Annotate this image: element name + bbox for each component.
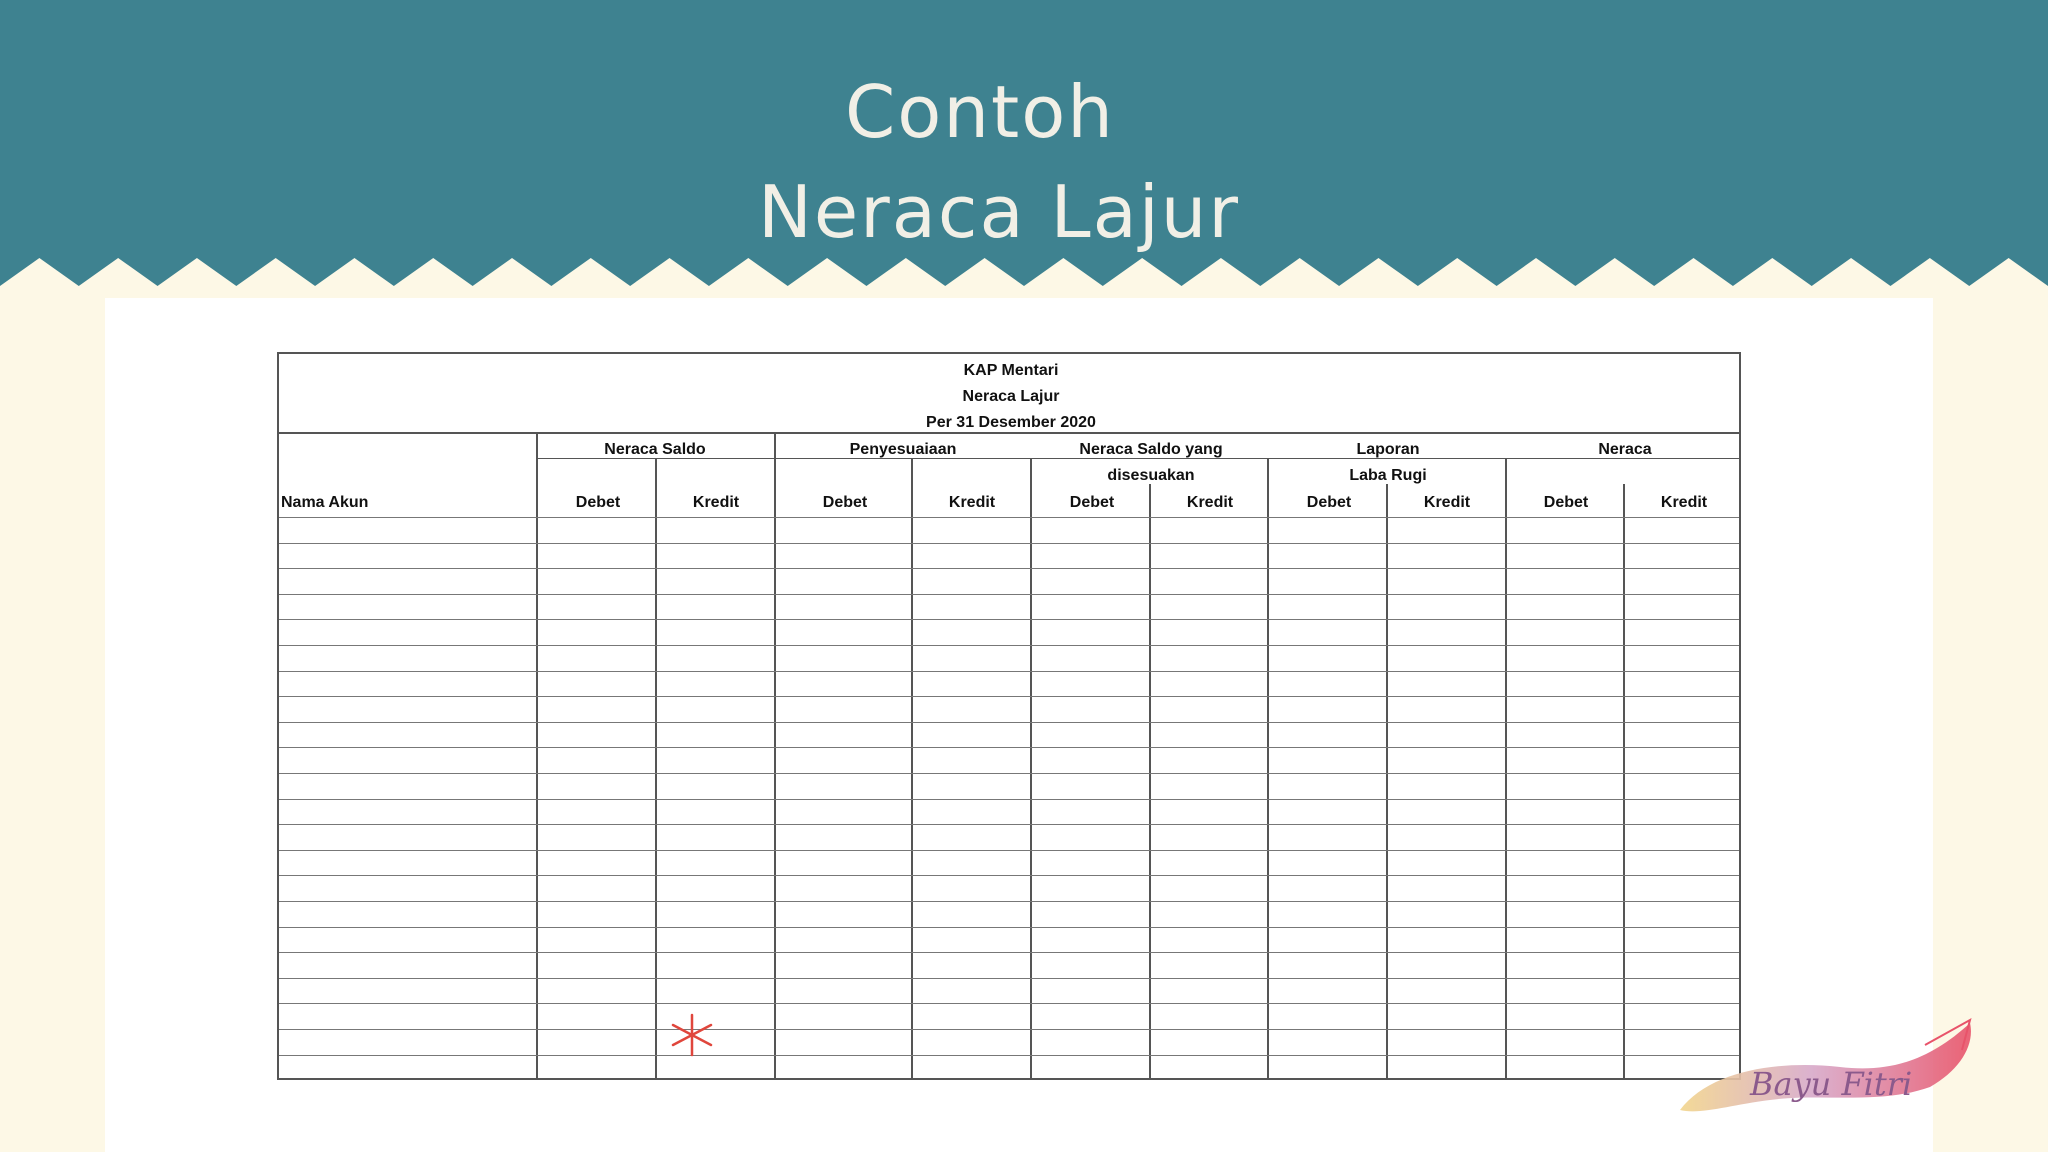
table-row-line: [279, 952, 1739, 953]
column-line: [655, 458, 657, 1078]
group-header-laba-rugi: Laba Rugi: [1349, 467, 1427, 484]
debit-header-5: Debet: [1543, 494, 1589, 511]
column-line: [1505, 458, 1507, 1078]
table-row-line: [279, 1029, 1739, 1030]
credit-header-5: Kredit: [1660, 494, 1708, 511]
table-row-line: [279, 1003, 1739, 1004]
column-line: [1149, 484, 1151, 1078]
table-row-line: [279, 568, 1739, 569]
header-divider: [279, 432, 1739, 434]
table-row-line: [279, 901, 1739, 902]
credit-header-4: Kredit: [1423, 494, 1471, 511]
column-line: [911, 458, 913, 1078]
brand-text: Bayu Fitri: [1750, 1065, 1913, 1103]
column-line: [1386, 484, 1388, 1078]
table-row-line: [279, 594, 1739, 595]
table-row-line: [279, 722, 1739, 723]
table-row-line: [279, 645, 1739, 646]
worksheet-table: [277, 352, 1741, 1080]
red-asterisk-icon: [670, 1013, 714, 1057]
company-name: KAP Mentari: [963, 362, 1059, 379]
table-row-line: [279, 671, 1739, 672]
credit-header-3: Kredit: [1186, 494, 1234, 511]
column-line: [1623, 484, 1625, 1078]
table-row-line: [279, 747, 1739, 748]
table-row-line: [279, 517, 1739, 518]
table-row-line: [279, 875, 1739, 876]
account-column-header: Nama Akun: [281, 494, 369, 511]
group-header-neraca-saldo: Neraca Saldo: [604, 441, 706, 458]
table-row-line: [279, 850, 1739, 851]
column-line: [1267, 458, 1269, 1078]
group-header-neraca-saldo-disesuaikan: Neraca Saldo yang: [1079, 441, 1223, 458]
report-period: Per 31 Desember 2020: [926, 414, 1096, 431]
group-header-penyesuaian: Penyesuaiaan: [849, 441, 957, 458]
slide-title-line-2: Neraca Lajur: [758, 170, 1240, 254]
table-row-line: [279, 773, 1739, 774]
debit-header-1: Debet: [575, 494, 621, 511]
column-line: [536, 432, 538, 1078]
table-row-line: [279, 696, 1739, 697]
table-row-line: [279, 1055, 1739, 1056]
brush-stroke-logo: [1670, 1015, 1990, 1125]
table-row-line: [279, 978, 1739, 979]
group-header-neraca: Neraca: [1598, 441, 1652, 458]
table-row-line: [279, 824, 1739, 825]
credit-header-1: Kredit: [692, 494, 740, 511]
table-row-line: [279, 927, 1739, 928]
group-subdivider: [537, 458, 1739, 459]
column-line: [774, 432, 776, 1078]
table-row-line: [279, 799, 1739, 800]
group-header-neraca-saldo-disesuaikan-line2: disesuakan: [1107, 467, 1195, 484]
credit-header-2: Kredit: [948, 494, 996, 511]
debit-header-3: Debet: [1069, 494, 1115, 511]
table-row-line: [279, 619, 1739, 620]
column-line: [1030, 458, 1032, 1078]
slide-title-line-1: Contoh: [845, 70, 1115, 154]
table-row-line: [279, 543, 1739, 544]
group-header-laporan: Laporan: [1356, 441, 1420, 458]
debit-header-2: Debet: [822, 494, 868, 511]
report-name: Neraca Lajur: [962, 388, 1060, 405]
debit-header-4: Debet: [1306, 494, 1352, 511]
